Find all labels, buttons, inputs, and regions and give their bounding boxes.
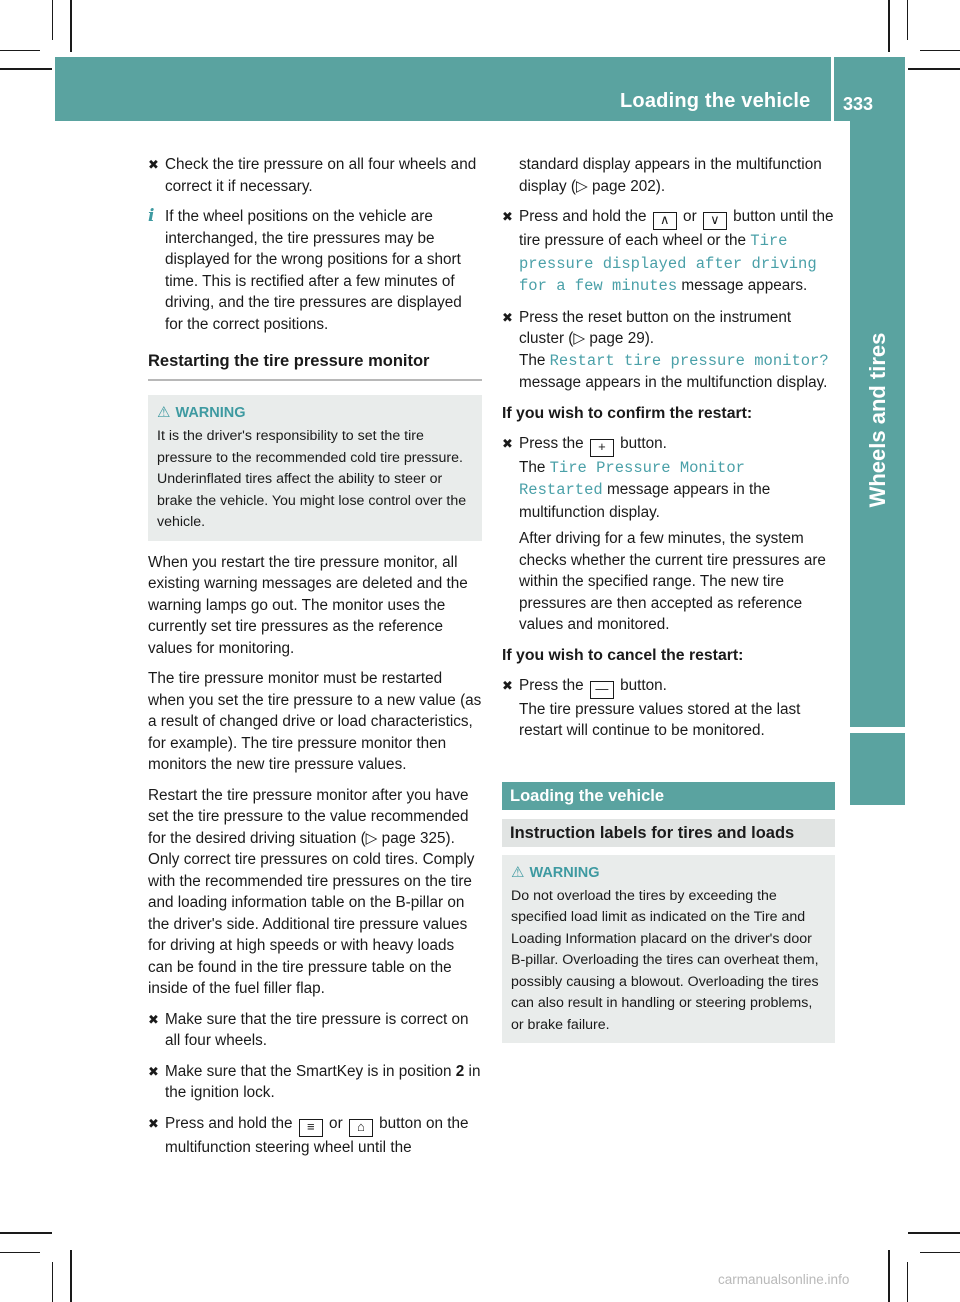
bullet-icon: ✖ — [502, 209, 513, 224]
crop-mark — [920, 1252, 960, 1253]
display-prev-icon: ⌂ — [349, 1119, 373, 1137]
bullet-icon: ✖ — [148, 1115, 159, 1131]
page-number: 333 — [843, 94, 874, 114]
step-continuation: standard display appears in the multifunction display (▷ page 202). — [519, 156, 822, 195]
crop-mark — [888, 1250, 890, 1302]
bullet-icon: ✖ — [148, 1063, 159, 1079]
info-note: i If the wheel positions on the vehicle are interchanged, the tire pressures may be displayed for the wrong positions for a short time. This is rectified after a few minutes of driving, and the tire pressures are displayed for the correct positions. — [148, 206, 462, 333]
left-column — [148, 154, 482, 1167]
step-check-all-wheels: ✖ Make sure that the tire pressure is correct on all four wheels. — [148, 1010, 469, 1049]
crop-mark — [907, 0, 908, 40]
warning-text: It is the driver's responsibility to set the tire pressure to the recommended cold tire pressure. Underinflated tires affect the ability to steer or brake the vehicle. You might lose control over the vehicle. — [157, 428, 467, 530]
up-arrow-icon: ∧ — [653, 212, 677, 230]
display-message: Restart tire pressure monitor? — [549, 351, 829, 370]
step-press-arrow-button: ✖ Press and hold the ∧ or ∨ button until the tire pressure of each wheel or the Tire pressure displayed after driving for a few minutes message appears. — [502, 208, 834, 295]
crop-mark — [907, 1262, 908, 1302]
display-next-icon: ≡ — [299, 1119, 323, 1137]
warning-box — [502, 855, 835, 1044]
crop-mark — [70, 1250, 72, 1302]
right-column — [502, 154, 835, 1054]
plus-icon: + — [590, 439, 614, 457]
crop-mark — [0, 1232, 52, 1234]
warning-text: Do not overload the tires by exceeding the specified load limit as indicated on the Tire and Loading Information placard on the driver's door B-pillar. Overloading the tires can overheat them, possibly causing a blowout. Overloading the tires can also result in handling or steering problems, or brake failure. — [511, 887, 819, 1033]
crop-mark — [52, 0, 53, 40]
warning-heading: ⚠ WARNING — [511, 863, 600, 881]
crop-mark — [888, 0, 890, 52]
bullet-icon: ✖ — [502, 435, 513, 451]
step-press-display-button: ✖ Press and hold the ≡ or ⌂ button on the multifunction steering wheel until the — [148, 1114, 469, 1156]
subheading-cancel: If you wish to cancel the restart: — [502, 646, 744, 664]
step-press-reset: ✖ Press the reset button on the instrument cluster (▷ page 29). The Restart tire pressure monitor? message appears in the multifunction display. — [502, 308, 829, 391]
bullet-icon: ✖ — [148, 1011, 159, 1027]
header-title: Loading the vehicle — [620, 90, 811, 112]
side-tab-marker — [850, 733, 905, 805]
warning-triangle-icon: ⚠ — [511, 863, 525, 881]
step-confirm: ✖ Press the + button. The Tire Pressure Monitor Restarted message appears in the multifunction display. After driving for a few minutes, the system checks whether the current tire pressures are within the specified range. The new tire pressures are then accepted as reference values and monitored. — [502, 433, 835, 636]
warning-heading: ⚠ WARNING — [157, 404, 246, 421]
subheading-confirm: If you wish to confirm the restart: — [502, 404, 753, 422]
crop-mark — [0, 50, 40, 51]
crop-mark — [908, 1232, 960, 1234]
crop-mark — [920, 50, 960, 51]
minus-icon: — — [590, 681, 614, 699]
crop-mark — [0, 1252, 40, 1253]
step-cancel: ✖ Press the — button. The tire pressure values stored at the last restart will continue to be monitored. — [502, 676, 801, 739]
watermark: carmanualsonline.info — [718, 1272, 850, 1287]
bullet-icon: ✖ — [502, 309, 513, 325]
crop-mark — [0, 68, 52, 70]
display-message: Tire Pressure Monitor Restarted — [519, 458, 745, 499]
header-separator — [831, 57, 834, 121]
crop-mark — [908, 68, 960, 70]
crop-mark — [52, 1262, 53, 1302]
paragraph: Restart the tire pressure monitor after you have set the tire pressure to the value recommended for the desired driving situation (▷ page 325). Only correct tire pressures on cold tires. Comply with the recommended tire pressures on the tire and loading information table on the B-pillar on the driver's side. Additional tire pressure values for driving at high speeds or with heavy loads can be found in the tire pressure table on the inside of the fuel filler flap. — [148, 786, 475, 997]
subsection-bar: Instruction labels for tires and loads — [502, 819, 835, 847]
warning-box — [148, 395, 482, 541]
step-check-pressure: ✖ Check the tire pressure on all four wheels and correct it if necessary. — [148, 156, 477, 195]
section-bar: Loading the vehicle — [502, 782, 835, 810]
crop-mark — [70, 0, 72, 52]
step-smartkey: ✖ Make sure that the SmartKey is in position 2 in the ignition lock. — [148, 1062, 481, 1101]
paragraph: The tire pressure monitor must be restarted when you set the tire pressure to a new value (as a result of changed drive or load characteristics, for example). The tire pressure monitor then monitors the new tire pressure values. — [148, 670, 482, 773]
bullet-icon: ✖ — [502, 677, 513, 693]
section-heading: Restarting the tire pressure monitor — [148, 349, 482, 381]
side-tab-label: Wheels and tires — [865, 332, 890, 508]
display-message: Tire pressure displayed after driving for a few minutes — [519, 232, 817, 295]
bullet-icon: ✖ — [148, 157, 159, 172]
info-icon: i — [148, 206, 155, 226]
step-detail: After driving for a few minutes, the system checks whether the current tire pressures are within the specified range. The new tire pressures are then accepted as reference values and monitored. — [519, 530, 826, 633]
warning-triangle-icon: ⚠ — [157, 404, 171, 421]
down-arrow-icon: ∨ — [703, 212, 727, 230]
paragraph: When you restart the tire pressure monitor, all existing warning messages are deleted and the warning lamps go out. The monitor uses the currently set tire pressures as the reference values for monitoring. — [148, 553, 468, 657]
